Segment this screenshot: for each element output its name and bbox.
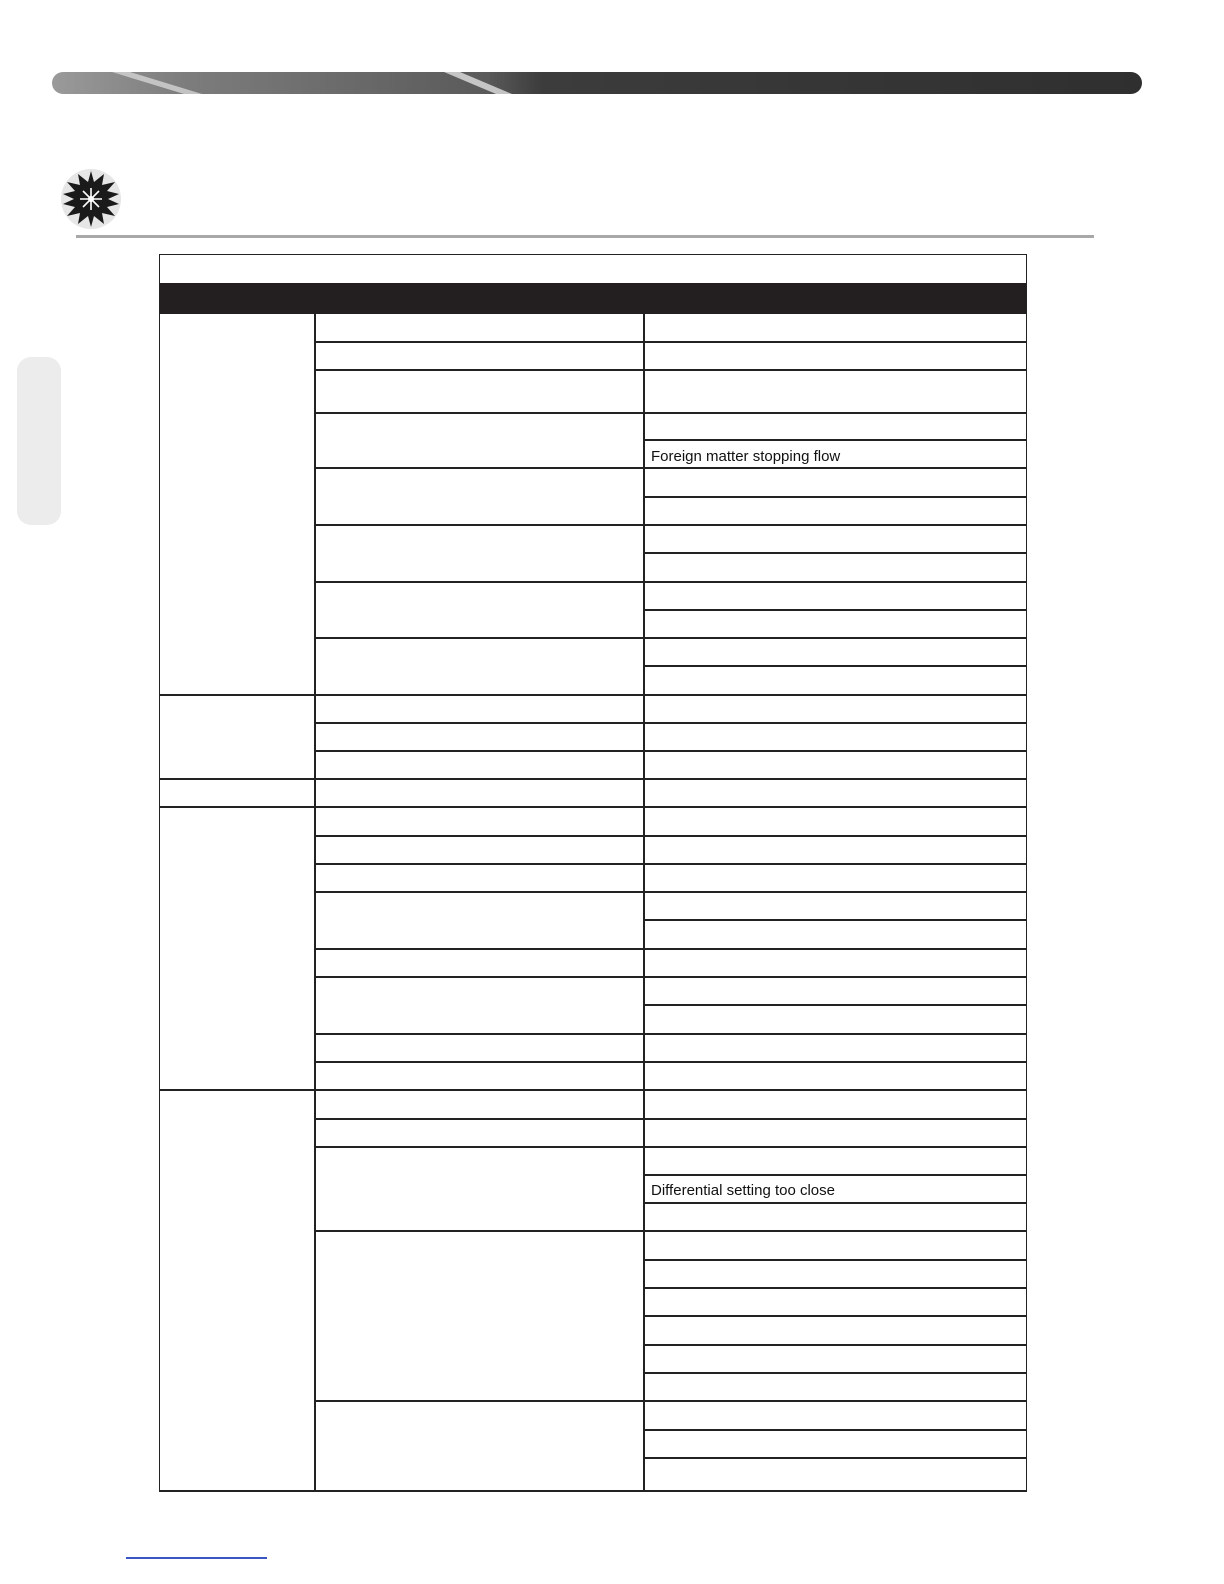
troubleshooting-table [159, 254, 1027, 1491]
cell-divider [643, 1004, 1027, 1006]
row-divider [314, 750, 1027, 752]
group-divider [159, 694, 1027, 696]
cell-divider [643, 1457, 1027, 1459]
row-divider [314, 369, 1027, 371]
cell-divider [643, 1429, 1027, 1431]
header-decorative-bar [52, 72, 1142, 94]
row-divider [314, 835, 1027, 837]
row-divider [314, 524, 1027, 526]
cell-divider [643, 1344, 1027, 1346]
cell-divider [643, 1372, 1027, 1374]
footer-link-underline[interactable] [126, 1557, 267, 1559]
row-divider [314, 1400, 1027, 1402]
group-divider [159, 1089, 1027, 1091]
row-divider [314, 467, 1027, 469]
cell-divider [643, 609, 1027, 611]
snowflake-emblem-icon [60, 168, 122, 230]
section-divider [76, 235, 1094, 238]
row-divider [314, 1033, 1027, 1035]
cell-divider [643, 1174, 1027, 1176]
cell-divider [643, 496, 1027, 498]
cell-divider [643, 665, 1027, 667]
cell-divider [643, 1315, 1027, 1317]
cell-divider [643, 1287, 1027, 1289]
table-cell-text: Differential setting too close [651, 1182, 835, 1199]
row-divider [314, 948, 1027, 950]
row-divider [314, 976, 1027, 978]
row-divider [314, 1061, 1027, 1063]
cell-divider [643, 1259, 1027, 1261]
group-divider [159, 806, 1027, 808]
row-divider [314, 891, 1027, 893]
row-divider [314, 1146, 1027, 1148]
row-divider [314, 1118, 1027, 1120]
cell-divider [643, 1202, 1027, 1204]
row-divider [314, 412, 1027, 414]
row-divider [314, 581, 1027, 583]
group-divider [159, 778, 1027, 780]
row-divider [314, 1230, 1027, 1232]
cell-divider [643, 439, 1027, 441]
cell-divider [643, 552, 1027, 554]
row-divider [314, 722, 1027, 724]
column-divider [314, 314, 316, 1491]
table-cell-text: Foreign matter stopping flow [651, 448, 841, 465]
row-divider [314, 341, 1027, 343]
row-divider [314, 863, 1027, 865]
row-divider [314, 637, 1027, 639]
cell-divider [643, 919, 1027, 921]
side-tab [17, 357, 61, 525]
